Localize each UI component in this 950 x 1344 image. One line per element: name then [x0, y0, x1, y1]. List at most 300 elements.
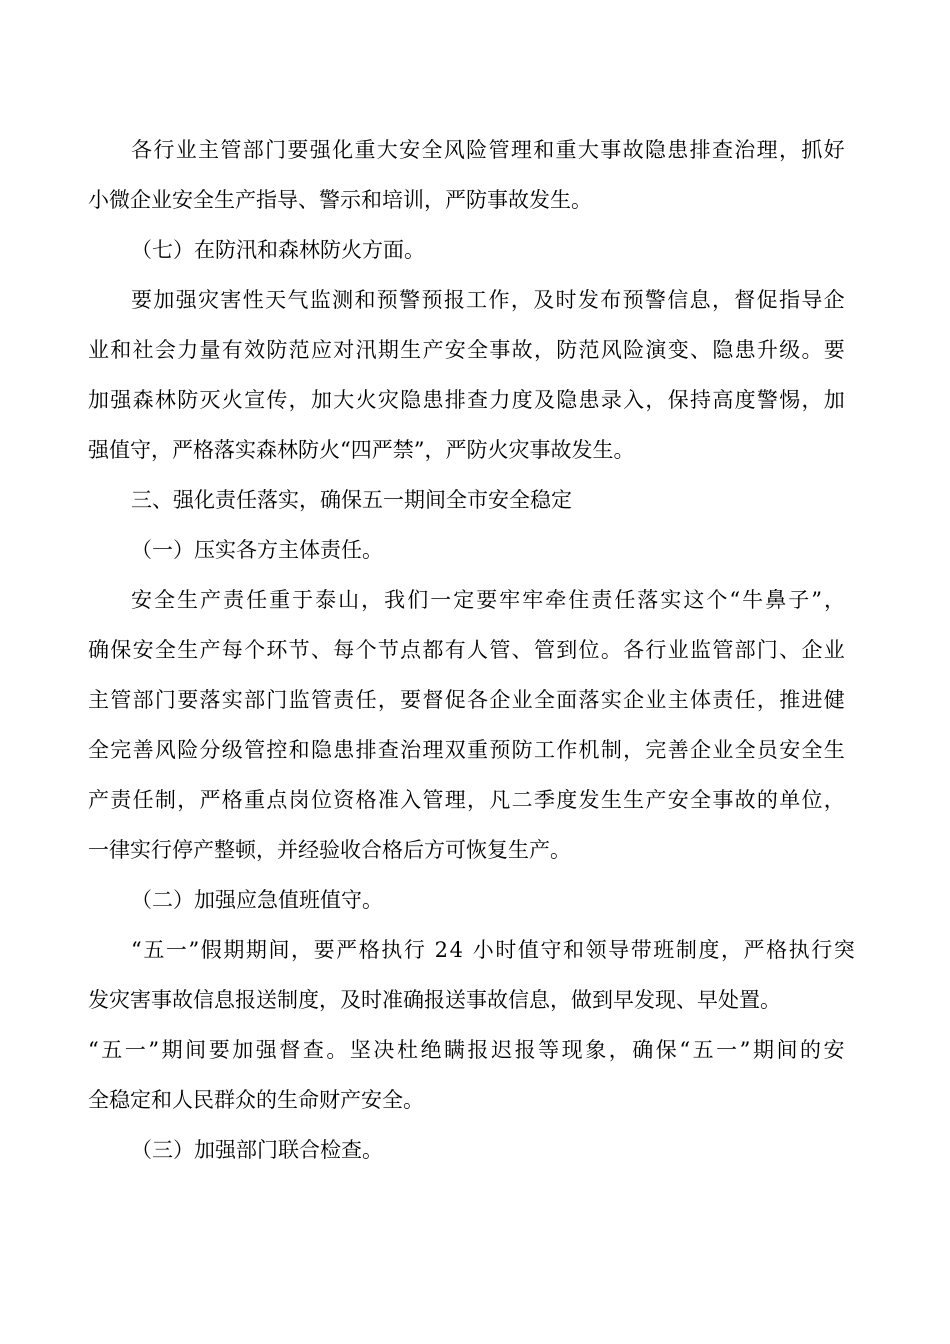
glyph: 间 — [776, 1038, 798, 1062]
glyph: 进 — [801, 688, 823, 712]
glyph: 准 — [377, 788, 399, 812]
glyph: 凡 — [489, 788, 511, 812]
glyph: 生 — [823, 738, 845, 762]
glyph: 安 — [132, 638, 154, 662]
glyph: 管 — [488, 138, 510, 162]
glyph: 治 — [734, 138, 756, 162]
glyph — [465, 938, 472, 962]
glyph: 和 — [288, 738, 310, 762]
glyph: ” — [811, 588, 822, 612]
glyph: 山 — [338, 588, 360, 612]
glyph: 入 — [623, 388, 645, 412]
glyph: 安 — [779, 738, 801, 762]
glyph: 加 — [310, 388, 332, 412]
glyph: 企 — [801, 638, 823, 662]
glyph: 指 — [778, 288, 800, 312]
glyph: 患 — [734, 338, 756, 362]
glyph: 4 — [449, 938, 463, 962]
glyph: 好 — [823, 138, 845, 162]
glyph: 善 — [667, 738, 689, 762]
glyph: ， — [645, 388, 667, 412]
glyph: 个 — [706, 588, 728, 612]
glyph: 任 — [355, 688, 377, 712]
glyph: 门 — [265, 138, 287, 162]
glyph: 制 — [675, 938, 697, 962]
glyph: 决 — [373, 1038, 395, 1062]
glyph: 要 — [177, 688, 199, 712]
glyph: 期 — [161, 1038, 183, 1062]
glyph: 效 — [244, 338, 266, 362]
glyph: 。 — [600, 638, 622, 662]
section-heading-2: （二）加强应急值班值守。 — [131, 888, 383, 912]
glyph: 事 — [712, 788, 734, 812]
glyph: 加 — [232, 1038, 254, 1062]
glyph: 的 — [756, 788, 778, 812]
glyph: 患 — [578, 388, 600, 412]
glyph: 、 — [690, 338, 712, 362]
glyph: 产 — [199, 638, 221, 662]
glyph: 强 — [110, 388, 132, 412]
glyph: 度 — [734, 388, 756, 412]
glyph: 林 — [154, 388, 176, 412]
section-heading-1: （一）压实各方主体责任。 — [131, 538, 383, 562]
glyph: 和 — [533, 138, 555, 162]
glyph: 生 — [400, 338, 422, 362]
paragraph-8-line-3 — [88, 1038, 845, 1062]
glyph: 主 — [667, 688, 689, 712]
glyph: 度 — [511, 388, 533, 412]
glyph: 保 — [655, 1038, 677, 1062]
glyph: 业 — [645, 688, 667, 712]
glyph: 安 — [823, 1038, 845, 1062]
glyph: 定 — [453, 588, 475, 612]
glyph: 全 — [421, 138, 443, 162]
glyph: 确 — [632, 1038, 654, 1062]
glyph: 制 — [600, 738, 622, 762]
glyph: 监 — [288, 688, 310, 712]
glyph: 促 — [756, 288, 778, 312]
glyph: 于 — [292, 588, 314, 612]
glyph: ， — [801, 388, 823, 412]
glyph: ， — [177, 788, 199, 812]
glyph: 业 — [88, 338, 109, 362]
glyph: 主 — [198, 138, 220, 162]
glyph: 责 — [712, 688, 734, 712]
glyph: 范 — [578, 338, 600, 362]
glyph: 突 — [833, 938, 855, 962]
glyph: 全 — [88, 738, 109, 762]
glyph: 门 — [154, 688, 176, 712]
glyph: 格 — [221, 788, 243, 812]
glyph: 管 — [110, 688, 132, 712]
glyph: 安 — [399, 138, 421, 162]
glyph: “ — [88, 1038, 99, 1062]
glyph: 惕 — [779, 388, 801, 412]
glyph: 任 — [246, 588, 268, 612]
glyph: 险 — [466, 138, 488, 162]
glyph: 和 — [354, 288, 376, 312]
glyph: 行 — [811, 938, 833, 962]
glyph: 部 — [132, 688, 154, 712]
glyph: 大 — [577, 138, 599, 162]
glyph: 双 — [444, 738, 466, 762]
glyph: 故 — [511, 338, 533, 362]
glyph: ， — [361, 588, 383, 612]
glyph: 产 — [200, 588, 222, 612]
glyph: 位 — [801, 788, 823, 812]
glyph: 各 — [623, 638, 645, 662]
glyph: 化 — [332, 138, 354, 162]
glyph: 象 — [585, 1038, 607, 1062]
glyph: 业 — [712, 738, 734, 762]
glyph: 现 — [561, 1038, 583, 1062]
glyph: 汛 — [355, 338, 377, 362]
glyph: 人 — [467, 638, 489, 662]
glyph: ， — [778, 138, 800, 162]
glyph: 健 — [823, 688, 845, 712]
glyph: 岗 — [288, 788, 310, 812]
glyph: 、 — [779, 638, 801, 662]
paragraph-8-line-2: 发灾害事故信息报送制度，及时准确报送事故信息，做到早发现、早处置。 — [88, 988, 781, 1012]
glyph: 实 — [221, 688, 243, 712]
glyph: ” — [188, 938, 200, 962]
glyph: 和 — [563, 938, 584, 962]
paragraph-6-line-6: 一律实行停产整顿，并经验收合格后方可恢复生产。 — [88, 838, 571, 862]
glyph: 防 — [266, 338, 288, 362]
section-heading-7: （七）在防汛和森林防火方面。 — [131, 238, 425, 262]
glyph: 全 — [467, 338, 489, 362]
glyph: 牵 — [545, 588, 567, 612]
glyph: 管 — [712, 638, 734, 662]
glyph: 加 — [153, 288, 175, 312]
glyph: 产 — [645, 788, 667, 812]
glyph: 。 — [801, 338, 823, 362]
glyph: 应 — [310, 338, 332, 362]
glyph: 级 — [221, 738, 243, 762]
glyph: 全 — [801, 738, 823, 762]
glyph: 执 — [788, 938, 810, 962]
glyph: 事 — [600, 138, 622, 162]
glyph: 瞒 — [444, 1038, 465, 1062]
glyph: 这 — [683, 588, 705, 612]
glyph: 隐 — [644, 138, 666, 162]
glyph: 力 — [489, 388, 511, 412]
glyph: 点 — [400, 638, 422, 662]
glyph: 隐 — [556, 388, 578, 412]
glyph: 入 — [400, 788, 422, 812]
glyph: 泰 — [315, 588, 337, 612]
glyph: 行 — [153, 138, 175, 162]
glyph: 体 — [690, 688, 712, 712]
glyph: 灾 — [198, 288, 220, 312]
glyph: 高 — [712, 388, 734, 412]
glyph — [426, 938, 433, 962]
glyph: 资 — [333, 788, 355, 812]
glyph: 部 — [244, 688, 266, 712]
glyph: 大 — [376, 138, 398, 162]
glyph: 我 — [384, 588, 406, 612]
glyph: 执 — [381, 938, 403, 962]
glyph: 理 — [444, 788, 466, 812]
glyph: 全 — [690, 788, 712, 812]
glyph: 测 — [332, 288, 354, 312]
glyph: 持 — [690, 388, 712, 412]
glyph: 强 — [255, 1038, 277, 1062]
glyph: 度 — [556, 788, 578, 812]
glyph: 火 — [221, 388, 243, 412]
glyph: 们 — [407, 588, 429, 612]
glyph: 重 — [555, 138, 577, 162]
glyph: 保 — [667, 388, 689, 412]
glyph: 重 — [244, 788, 266, 812]
glyph: 各 — [131, 138, 152, 162]
glyph: 、 — [511, 638, 533, 662]
glyph: ” — [739, 1038, 751, 1062]
glyph: 排 — [355, 738, 377, 762]
glyph: 度 — [698, 938, 720, 962]
glyph: 时 — [495, 938, 517, 962]
glyph: 主 — [88, 688, 109, 712]
glyph: ， — [711, 288, 733, 312]
glyph: 落 — [199, 688, 221, 712]
glyph: 警 — [756, 388, 778, 412]
glyph: 患 — [422, 388, 444, 412]
glyph: 个 — [355, 638, 377, 662]
paragraph-3-line-1 — [131, 288, 845, 312]
glyph: 部 — [734, 638, 756, 662]
glyph: 有 — [444, 638, 466, 662]
glyph: 单 — [779, 788, 801, 812]
glyph: 灾 — [377, 388, 399, 412]
glyph: 一 — [165, 938, 187, 962]
glyph: 和 — [110, 338, 132, 362]
glyph: ， — [823, 588, 845, 612]
glyph: 传 — [266, 388, 288, 412]
glyph: 五 — [692, 1038, 714, 1062]
glyph: 一 — [430, 588, 452, 612]
glyph: 预 — [622, 288, 644, 312]
glyph: 要 — [313, 938, 335, 962]
glyph: 点 — [266, 788, 288, 812]
glyph: 位 — [578, 638, 600, 662]
glyph: 企 — [489, 688, 511, 712]
glyph: 录 — [600, 388, 622, 412]
glyph: 每 — [221, 638, 243, 662]
glyph: 报 — [443, 288, 465, 312]
glyph: 导 — [608, 938, 630, 962]
glyph: 力 — [177, 338, 199, 362]
glyph: 保 — [110, 638, 132, 662]
paragraph-3-line-4: 强值守，严格落实森林防火“四严禁”，严防火灾事故发生。 — [88, 438, 635, 462]
glyph: 社 — [132, 338, 154, 362]
glyph: 排 — [689, 138, 711, 162]
glyph: 森 — [132, 388, 154, 412]
glyph: 布 — [600, 288, 622, 312]
glyph: 隐 — [400, 388, 422, 412]
paragraph-3-line-3 — [88, 388, 845, 412]
glyph: 大 — [333, 388, 355, 412]
glyph: 有 — [221, 338, 243, 362]
glyph: 治 — [400, 738, 422, 762]
glyph: 每 — [333, 638, 355, 662]
glyph: 产 — [88, 788, 109, 812]
glyph: “ — [131, 938, 142, 962]
section-heading-3-sub: （三）加强部门联合检查。 — [131, 1138, 383, 1162]
glyph: 管 — [310, 688, 332, 712]
glyph: 制 — [154, 788, 176, 812]
glyph: 领 — [585, 938, 607, 962]
glyph: 报 — [514, 1038, 536, 1062]
glyph: 强 — [309, 138, 331, 162]
glyph: 节 — [288, 638, 310, 662]
glyph: 管 — [220, 138, 242, 162]
paragraph-6-line-5 — [88, 788, 845, 812]
glyph: 生 — [177, 638, 199, 662]
glyph: 绝 — [420, 1038, 442, 1062]
glyph: 监 — [690, 638, 712, 662]
glyph: 等 — [538, 1038, 560, 1062]
glyph: 小 — [472, 938, 494, 962]
paragraph-1-line-2: 小微企业安全生产指导、警示和培训，严防事故发生。 — [88, 188, 592, 212]
glyph: 要 — [208, 1038, 230, 1062]
glyph: 安 — [444, 338, 466, 362]
glyph: 行 — [645, 638, 667, 662]
glyph: 责 — [333, 688, 355, 712]
glyph: 生 — [177, 588, 199, 612]
glyph: 安 — [131, 588, 152, 612]
glyph: 一 — [124, 1038, 146, 1062]
glyph: 期 — [245, 938, 267, 962]
glyph: 息 — [689, 288, 711, 312]
glyph: 警 — [399, 288, 421, 312]
glyph: 重 — [467, 738, 489, 762]
glyph: 查 — [711, 138, 733, 162]
glyph: 故 — [734, 788, 756, 812]
glyph: 防 — [177, 388, 199, 412]
glyph: 守 — [540, 938, 562, 962]
glyph: 预 — [489, 738, 511, 762]
glyph: 范 — [288, 338, 310, 362]
glyph: 、 — [310, 638, 332, 662]
glyph: 害 — [220, 288, 242, 312]
glyph: ， — [467, 788, 489, 812]
glyph: 变 — [667, 338, 689, 362]
glyph: 完 — [110, 738, 132, 762]
glyph: 监 — [309, 288, 331, 312]
glyph: 要 — [823, 338, 845, 362]
glyph: 责 — [223, 588, 245, 612]
glyph: 面 — [556, 688, 578, 712]
glyph: 预 — [421, 288, 443, 312]
glyph: 演 — [645, 338, 667, 362]
glyph: 警 — [644, 288, 666, 312]
glyph: 都 — [422, 638, 444, 662]
glyph: 生 — [600, 788, 622, 812]
glyph: 期 — [377, 338, 399, 362]
glyph: 业 — [511, 688, 533, 712]
glyph: 全 — [154, 638, 176, 662]
glyph: 时 — [555, 288, 577, 312]
glyph: 管 — [422, 788, 444, 812]
paragraph-6-line-2 — [88, 638, 845, 662]
glyph: ， — [608, 1038, 630, 1062]
glyph: 确 — [88, 638, 109, 662]
glyph: 督 — [734, 288, 756, 312]
glyph: 理 — [756, 138, 778, 162]
glyph: 全 — [154, 588, 176, 612]
glyph: 全 — [533, 688, 555, 712]
glyph: 全 — [734, 738, 756, 762]
glyph: 个 — [244, 638, 266, 662]
glyph: 行 — [403, 938, 425, 962]
glyph: 工 — [466, 288, 488, 312]
glyph: 间 — [268, 938, 290, 962]
glyph: 要 — [131, 288, 152, 312]
glyph: 完 — [645, 738, 667, 762]
glyph: 到 — [556, 638, 578, 662]
glyph: 险 — [623, 338, 645, 362]
glyph: 防 — [511, 738, 533, 762]
glyph: 杜 — [396, 1038, 418, 1062]
glyph: ” — [148, 1038, 160, 1062]
glyph: 工 — [533, 738, 555, 762]
glyph: 控 — [266, 738, 288, 762]
glyph: 节 — [377, 638, 399, 662]
glyph: 子 — [788, 588, 810, 612]
glyph: 灭 — [199, 388, 221, 412]
glyph: 鼻 — [765, 588, 787, 612]
glyph: 推 — [779, 688, 801, 712]
glyph: 善 — [132, 738, 154, 762]
glyph: 导 — [801, 288, 823, 312]
glyph: 。 — [326, 1038, 348, 1062]
glyph: 坚 — [349, 1038, 371, 1062]
glyph: 天 — [265, 288, 287, 312]
glyph: 风 — [154, 738, 176, 762]
glyph: 班 — [653, 938, 675, 962]
glyph: 会 — [154, 338, 176, 362]
glyph: 实 — [660, 588, 682, 612]
glyph: 发 — [578, 788, 600, 812]
glyph: ， — [291, 938, 312, 962]
glyph: 查 — [467, 388, 489, 412]
glyph: 任 — [132, 788, 154, 812]
glyph: 部 — [242, 138, 264, 162]
glyph: 及 — [533, 388, 555, 412]
glyph: 严 — [743, 938, 765, 962]
glyph: “ — [729, 588, 741, 612]
glyph: ， — [510, 288, 532, 312]
glyph: 产 — [422, 338, 444, 362]
glyph: “ — [679, 1038, 691, 1062]
glyph: 管 — [489, 638, 511, 662]
glyph: 门 — [756, 638, 778, 662]
glyph: 患 — [333, 738, 355, 762]
glyph: ， — [623, 738, 645, 762]
glyph: 生 — [623, 788, 645, 812]
glyph: 责 — [591, 588, 613, 612]
glyph: 理 — [510, 138, 532, 162]
glyph: 火 — [355, 388, 377, 412]
glyph: 责 — [110, 788, 132, 812]
glyph: 隐 — [310, 738, 332, 762]
glyph: ， — [756, 688, 778, 712]
glyph: 升 — [756, 338, 778, 362]
glyph: 各 — [467, 688, 489, 712]
glyph: 险 — [177, 738, 199, 762]
paragraph-8-line-4: 全稳定和人民群众的生命财产安全。 — [88, 1088, 424, 1112]
glyph: 机 — [578, 738, 600, 762]
